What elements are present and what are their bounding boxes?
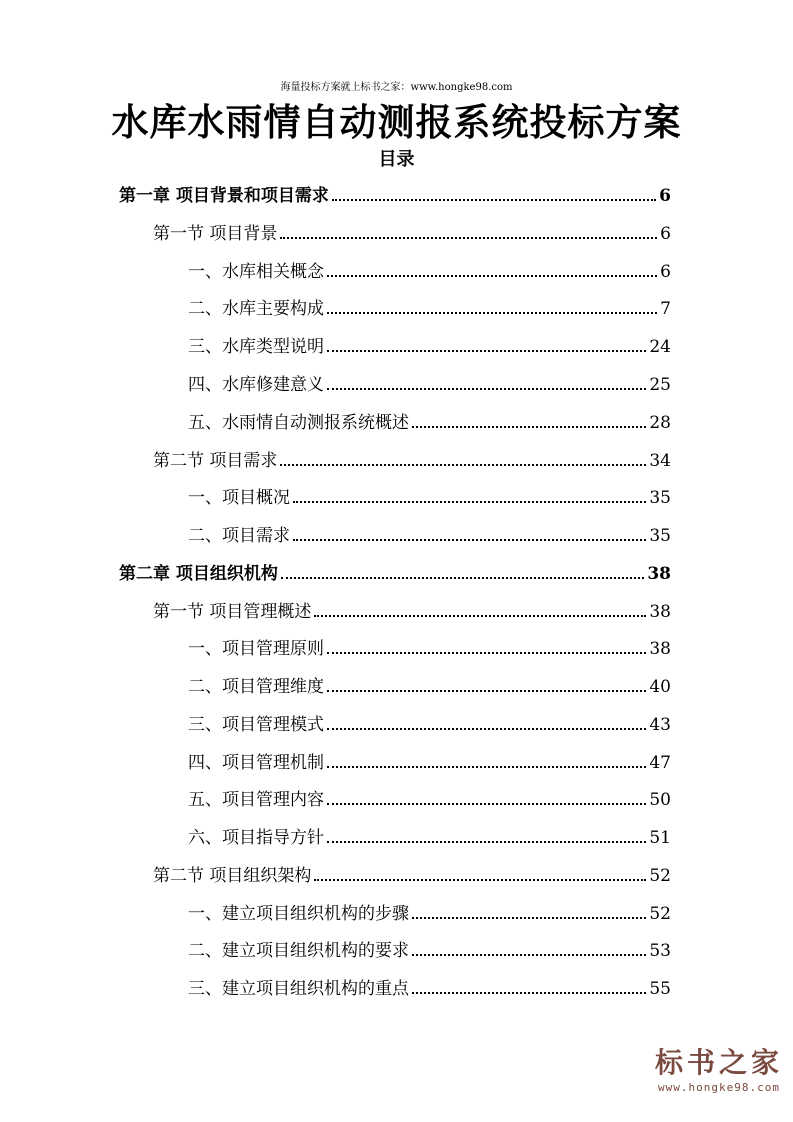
- toc-entry[interactable]: [188, 371, 671, 395]
- toc-entry-label: 第一节 项目管理概述: [153, 602, 312, 622]
- toc-entry-label: 一、建立项目组织机构的步骤: [188, 904, 409, 924]
- toc-entry-label: 第二节 项目组织架构: [153, 866, 312, 886]
- toc-entry-label: 二、建立项目组织机构的要求: [188, 941, 409, 961]
- toc-entry[interactable]: [188, 673, 671, 697]
- toc-entry-label: 一、项目概况: [188, 488, 290, 508]
- toc-leader-dots: [314, 615, 646, 617]
- toc-leader-dots: [293, 501, 646, 503]
- toc-leader-dots: [327, 388, 646, 390]
- toc-entry[interactable]: [188, 522, 671, 546]
- toc-entry[interactable]: [153, 447, 671, 471]
- toc-entry-page: 53: [649, 941, 671, 961]
- toc-entry-label: 四、水库修建意义: [188, 375, 324, 395]
- toc-leader-dots: [280, 237, 657, 239]
- toc-leader-dots: [280, 464, 646, 466]
- toc-entry-label: 一、项目管理原则: [188, 639, 324, 659]
- toc-entry[interactable]: [188, 975, 671, 999]
- toc-leader-dots: [314, 879, 646, 881]
- toc-entry-page: 35: [649, 488, 671, 508]
- toc-entry[interactable]: [188, 333, 671, 357]
- site-watermark: [655, 1041, 783, 1094]
- toc-entry-page: 6: [659, 186, 671, 206]
- toc-entry-page: 40: [649, 677, 671, 697]
- toc-entry-label: 四、项目管理机制: [188, 753, 324, 773]
- toc-entry-page: 6: [660, 224, 671, 244]
- toc-leader-dots: [327, 350, 646, 352]
- toc-entry-label: 一、水库相关概念: [188, 262, 324, 282]
- toc-leader-dots: [327, 803, 646, 805]
- toc-entry[interactable]: [188, 484, 671, 508]
- toc-entry-label: 三、建立项目组织机构的重点: [188, 979, 409, 999]
- toc-entry-label: 第一节 项目背景: [153, 224, 278, 244]
- toc-leader-dots: [332, 199, 656, 201]
- toc-entry[interactable]: [119, 182, 671, 206]
- toc-entry-label: 六、项目指导方针: [188, 828, 324, 848]
- toc-entry[interactable]: [188, 786, 671, 810]
- toc-entry-label: 二、水库主要构成: [188, 299, 324, 319]
- toc-entry-page: 55: [649, 979, 671, 999]
- toc-entry[interactable]: [119, 560, 671, 584]
- toc-leader-dots: [327, 312, 657, 314]
- toc-leader-dots: [327, 728, 646, 730]
- toc-entry-label: 五、项目管理内容: [188, 790, 324, 810]
- toc-leader-dots: [327, 690, 646, 692]
- toc-entry-page: 47: [649, 753, 671, 773]
- toc-entry-label: 三、水库类型说明: [188, 337, 324, 357]
- toc-entry[interactable]: [188, 295, 671, 319]
- toc-entry-label: 五、水雨情自动测报系统概述: [188, 413, 409, 433]
- toc-entry-page: 43: [649, 715, 671, 735]
- toc-entry-page: 24: [649, 337, 671, 357]
- toc-entry-page: 7: [660, 299, 671, 319]
- toc-entry-page: 6: [660, 262, 671, 282]
- toc-entry-label: 第二节 项目需求: [153, 451, 278, 471]
- toc-entry[interactable]: [188, 900, 671, 924]
- toc-entry-page: 38: [649, 602, 671, 622]
- toc-entry-label: 第二章 项目组织机构: [119, 564, 278, 584]
- toc-entry[interactable]: [153, 862, 671, 886]
- toc-leader-dots: [293, 539, 646, 541]
- toc-leader-dots: [327, 841, 646, 843]
- toc-entry[interactable]: [188, 635, 671, 659]
- toc-entry-label: 第一章 项目背景和项目需求: [119, 186, 329, 206]
- toc-entry[interactable]: [188, 749, 671, 773]
- toc-entry-page: 35: [649, 526, 671, 546]
- toc-leader-dots: [327, 766, 646, 768]
- toc-entry[interactable]: [153, 220, 671, 244]
- toc-leader-dots: [281, 577, 644, 579]
- watermark-logo-text: 标书之家: [654, 1046, 783, 1079]
- toc-entry-page: 51: [649, 828, 671, 848]
- toc-entry-page: 38: [649, 639, 671, 659]
- toc-entry-label: 二、项目需求: [188, 526, 290, 546]
- toc-entry-page: 50: [649, 790, 671, 810]
- toc-entry-page: 28: [649, 413, 671, 433]
- toc-entry[interactable]: [188, 409, 671, 433]
- header-note: 海量投标方案就上标书之家：www.hongke98.com: [280, 82, 513, 93]
- toc-entry-page: 25: [649, 375, 671, 395]
- toc-entry-page: 52: [649, 904, 671, 924]
- toc-leader-dots: [327, 652, 646, 654]
- toc-leader-dots: [412, 992, 646, 994]
- toc-entry[interactable]: [188, 258, 671, 282]
- toc-leader-dots: [412, 426, 646, 428]
- toc-entry[interactable]: [188, 937, 671, 961]
- toc-entry-page: 52: [649, 866, 671, 886]
- toc-entry-label: 三、项目管理模式: [188, 715, 324, 735]
- toc-entry[interactable]: [188, 824, 671, 848]
- toc-leader-dots: [412, 917, 646, 919]
- toc-entry-page: 38: [647, 564, 671, 584]
- document-title: 水库水雨情自动测报系统投标方案: [111, 100, 682, 144]
- toc-entry[interactable]: [188, 711, 671, 735]
- toc-entry[interactable]: [153, 598, 671, 622]
- toc-leader-dots: [327, 275, 657, 277]
- toc-heading: 目录: [378, 149, 415, 170]
- toc-entry-label: 二、项目管理维度: [188, 677, 324, 697]
- toc-leader-dots: [412, 954, 646, 956]
- watermark-url: www.hongke98.com: [658, 1081, 780, 1094]
- toc-entry-page: 34: [649, 451, 671, 471]
